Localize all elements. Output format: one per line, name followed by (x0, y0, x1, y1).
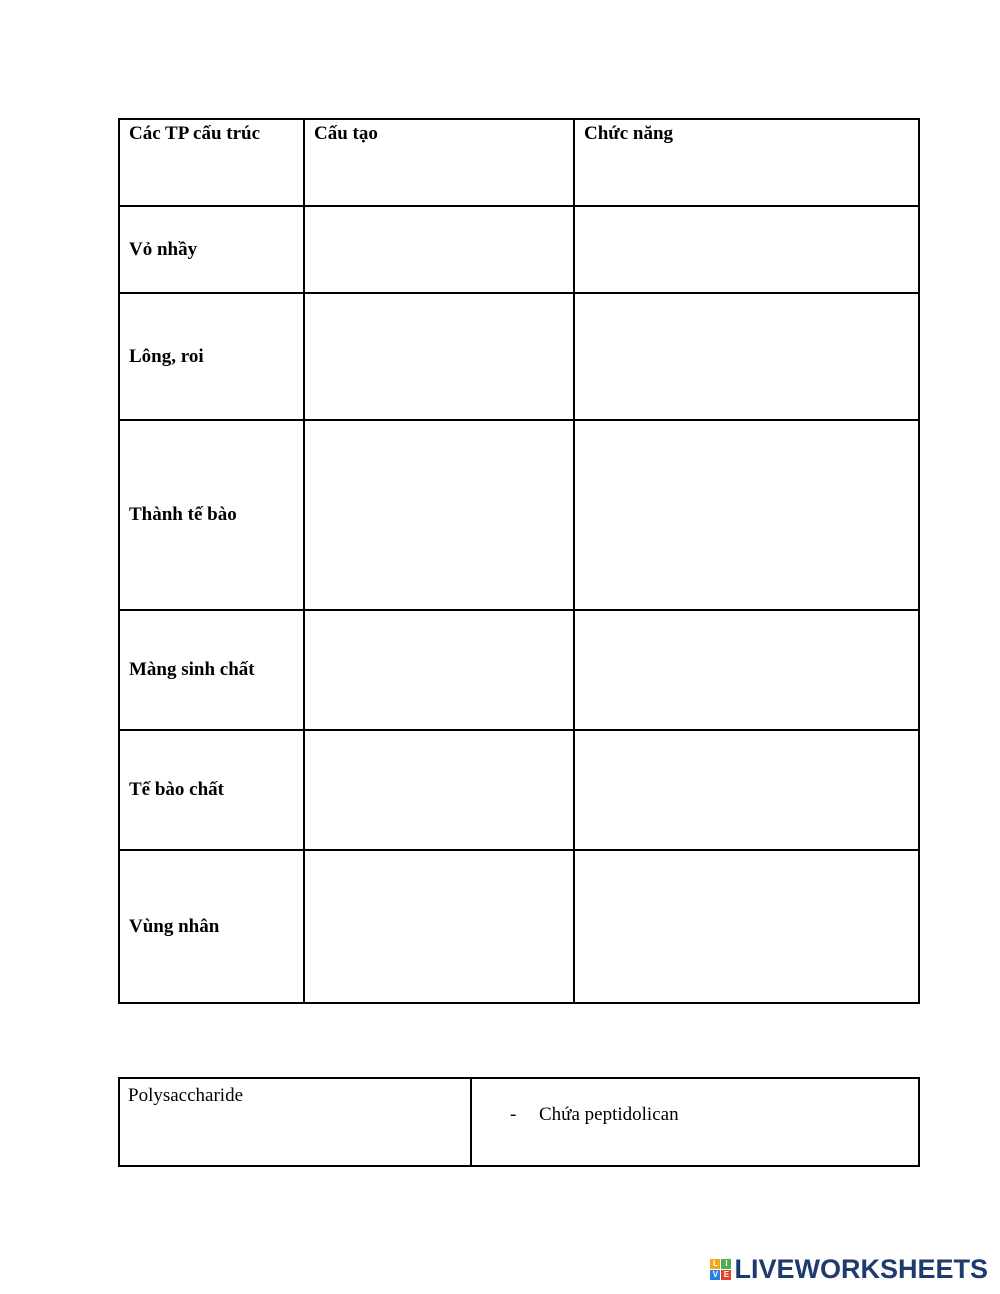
answer-cell-cell-wall-structure[interactable] (304, 420, 574, 610)
draggable-term-peptidoglycan[interactable] (471, 1078, 919, 1166)
row-label-cell-membrane: Màng sinh chất (119, 610, 304, 730)
logo-mark-letter: E (721, 1270, 731, 1280)
answer-cell-membrane-structure[interactable] (304, 610, 574, 730)
draggable-term-polysaccharide[interactable]: Polysaccharide (119, 1078, 471, 1166)
structure-table (118, 118, 920, 1004)
table-row (119, 293, 919, 420)
table-row (119, 1078, 919, 1166)
table-row (119, 206, 919, 293)
row-label-cell-wall: Thành tế bào (119, 420, 304, 610)
logo-mark-letter: L (710, 1259, 720, 1269)
row-label-nucleoid: Vùng nhân (119, 850, 304, 1003)
answer-cell-nucleoid-function[interactable] (574, 850, 919, 1003)
answer-cell-membrane-function[interactable] (574, 610, 919, 730)
table-row (119, 420, 919, 610)
answer-cell-flagella-function[interactable] (574, 293, 919, 420)
header-function: Chức năng (574, 119, 919, 206)
answer-cell-cytoplasm-structure[interactable] (304, 730, 574, 850)
answer-bank-table (118, 1077, 920, 1167)
table-row (119, 730, 919, 850)
header-components: Các TP cấu trúc (119, 119, 304, 206)
answer-cell-capsule-function[interactable] (574, 206, 919, 293)
answer-cell-nucleoid-structure[interactable] (304, 850, 574, 1003)
answer-cell-capsule-structure[interactable] (304, 206, 574, 293)
header-structure: Cấu tạo (304, 119, 574, 206)
row-label-flagella: Lông, roi (119, 293, 304, 420)
logo-mark-letter: I (721, 1259, 731, 1269)
table-header-row (119, 119, 919, 206)
table-row (119, 850, 919, 1003)
answer-cell-cell-wall-function[interactable] (574, 420, 919, 610)
liveworksheets-logo (710, 1254, 988, 1285)
bullet-dash: - (510, 1104, 517, 1125)
logo-text: LIVEWORKSHEETS (734, 1254, 988, 1284)
answer-cell-cytoplasm-function[interactable] (574, 730, 919, 850)
row-label-capsule: Vỏ nhầy (119, 206, 304, 293)
table-row (119, 610, 919, 730)
logo-mark-letter: V (710, 1270, 720, 1280)
term-text: Chứa peptidolican (539, 1104, 679, 1125)
logo-mark-icon (710, 1259, 731, 1280)
row-label-cytoplasm: Tế bào chất (119, 730, 304, 850)
answer-cell-flagella-structure[interactable] (304, 293, 574, 420)
